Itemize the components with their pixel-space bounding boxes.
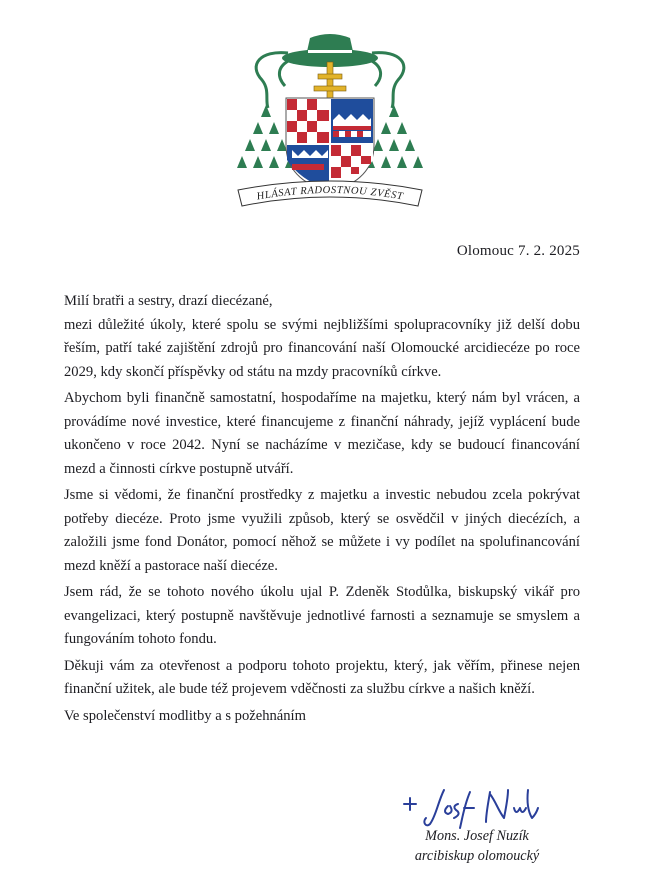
paragraph-3: Jsme si vědomi, že finanční prostředky z majetku a investic nebudou zcela pokrývat potřeby diecéze. Proto jsme využili způsob, který se osvědčil v jiných diecézích, a založili jsme fond Donátor, pomocí něhož se můžete i vy podílet na spolufinancování mezd kněží a pastorace naší diecéze.: [64, 487, 580, 574]
shield-quarter-blue: [331, 99, 373, 143]
paragraph-4: Jsem rád, že se tohoto nového úkolu ujal P. Zdeněk Stodůlka, biskupský vikář pro evangelizaci, který postupně navštěvuje jednotlivé farnosti a seznamuje se smyslem a fungováním tohoto fondu.: [64, 584, 580, 647]
paragraph-1: mezi důležité úkoly, které spolu se svými nejbližšími spolupracovníky již delší dobu řeším, patří také zajištění zdrojů pro financování naší Olomoucké arcidiecéze po roce 2029, kdy skončí příspěvky od státu na mzdy pracovníků církve.: [64, 316, 580, 380]
signer-block: [402, 826, 552, 866]
letter-body: [64, 290, 580, 731]
closing-line: Ve společenství modlitby a s požehnáním: [64, 707, 306, 724]
motto-text: HLÁSAT RADOSTNOU ZVĚST: [255, 184, 405, 203]
signer-title: arcibiskup olomoucký: [414, 848, 540, 864]
motto-scroll: [238, 181, 422, 206]
signer-name: Mons. Josef Nuzík: [425, 828, 529, 844]
handwritten-signature: [400, 782, 550, 830]
shield-quarter-checks: [287, 99, 329, 143]
shield: [286, 98, 374, 192]
paragraph-5: Děkuji vám za otevřenost a podporu tohoto projektu, který, jak věřím, přinese nejen finanční užitek, ale bude též projevem vděčnosti za službu církve a našich kněží.: [64, 657, 580, 697]
coat-of-arms: [230, 20, 430, 215]
paragraph-2: Abychom byli finančně samostatní, hospodaříme na majetku, který nám byl vrácen, a provádíme nové investice, které financujeme z finanční náhrady, jejíž vyplácení bude ukončeno v roce 2042. Nyní se nacházíme v mezičase, kdy se budoucí financování mezd a činnosti církve postupně utváří.: [64, 390, 580, 477]
letter-date: Olomouc 7. 2. 2025: [456, 243, 580, 259]
salutation: Milí bratři a sestry, drazí diecézané,: [64, 293, 273, 309]
